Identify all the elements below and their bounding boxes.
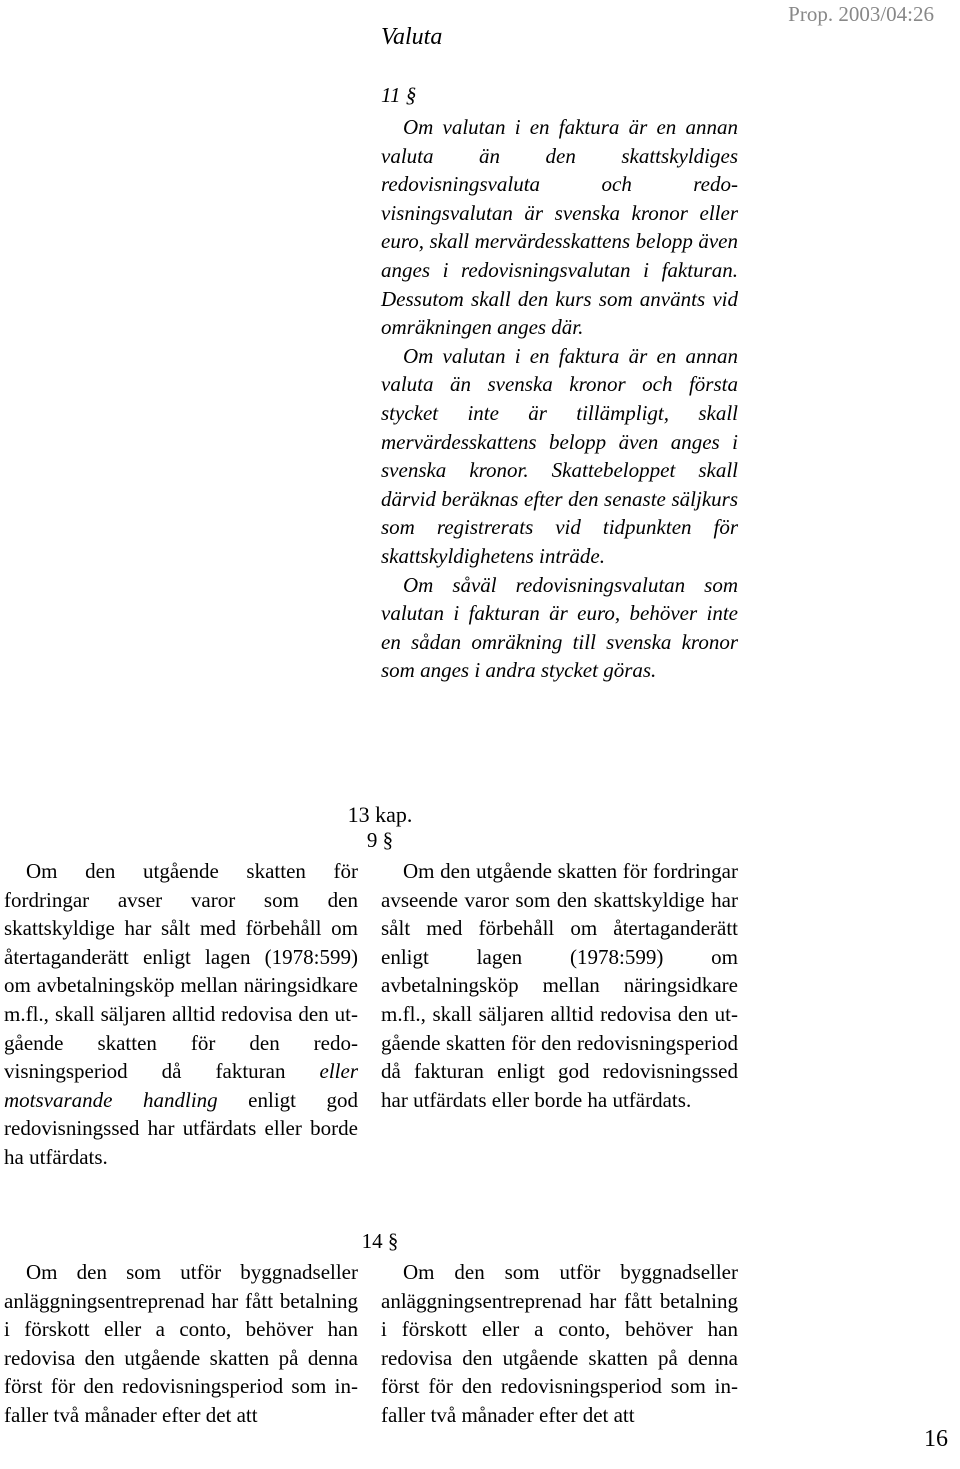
valuta-paragraph-1: Om valutan i en faktura är en annan valuta än den skattskyldiges redovisningsvaluta och redovisningsvalutan är svenska kronor eller euro, skall mervärdesskattens belopp även anges i redovisningsvalutan i fakturan. Dessutom skall den kurs som använts vid omräkningen anges där.: [381, 115, 738, 340]
section-9-left-column: [4, 857, 358, 1172]
valuta-paragraph-3: Om såväl redovisningsvalutan som valutan i fakturan är euro, behöver inte en sådan omräkning till svenska kronor som anges i andra stycket göras.: [381, 572, 738, 683]
paragraph-number-9: 9 §: [366, 828, 394, 852]
chapter-heading: 13 kap.: [347, 802, 413, 827]
section-14-left-text: Om den som utför byggnadseller anläggningsentreprenad har fått betalning i förskott eller a conto, behöver han redovisa den utgående skatten på denna först för den redovisningsperiod som infaller två månader efter det att: [4, 1260, 358, 1427]
section-9-left-text-end: enligt god redovisningssed har utfärdats eller borde ha utfärdats.: [4, 1087, 359, 1169]
valuta-paragraph-block: [381, 113, 738, 685]
paragraph-number-14: 14 §: [361, 1229, 399, 1253]
section-14-right-text: Om den som utför byggnadseller anläggningsentreprenad har fått betalning i förskott eller a conto, behöver han redovisa den utgående skatten på denna först för den redovisningsperiod som infaller två månader efter det att: [381, 1260, 738, 1427]
paragraph-number-11: 11 §: [381, 83, 417, 107]
section-9-left-text-italic: eller motsvarande handling: [4, 1059, 358, 1112]
section-9-left-text-start: Om den utgående skatten för fordringar avser varor som den skattskyldige har sålt med förbehåll om återtaganderätt enligt lagen (1978:599) om avbetalningsköp mellan näringsidkare m.fl., skall säljaren alltid redovisa den utgående skatten för den redovisningsperiod då fakturan: [4, 859, 358, 1084]
section-9-right-column: [381, 857, 738, 1114]
proposition-reference: Prop. 2003/04:26: [788, 2, 934, 26]
section-14-right-column: [381, 1258, 738, 1430]
section-14-left-column: [4, 1258, 358, 1430]
section-9-right-text: Om den utgående skatten för fordringar avseende varor som den skattskyldige har sålt med förbehåll om återtaganderätt enligt lagen (1978:599) om avbetalningsköp mellan näringsidkare m.fl., skall säljaren alltid redovisa den utgående skatten för den redovisningsperiod då fakturan enligt god redovisningssed har utfärdats eller borde ha utfärdats.: [381, 859, 738, 1112]
page-number: 16: [924, 1426, 948, 1452]
valuta-paragraph-2: Om valutan i en faktura är en annan valuta än svenska kronor och första stycket inte är tillämpligt, skall mervärdesskattens belopp även anges i svenska kronor. Skattebeloppet skall därvid beräknas efter den senaste säljkurs som registrerats vid tidpunkten för skattskyldighetens inträde.: [381, 343, 738, 568]
section-heading-valuta: Valuta: [381, 24, 443, 50]
